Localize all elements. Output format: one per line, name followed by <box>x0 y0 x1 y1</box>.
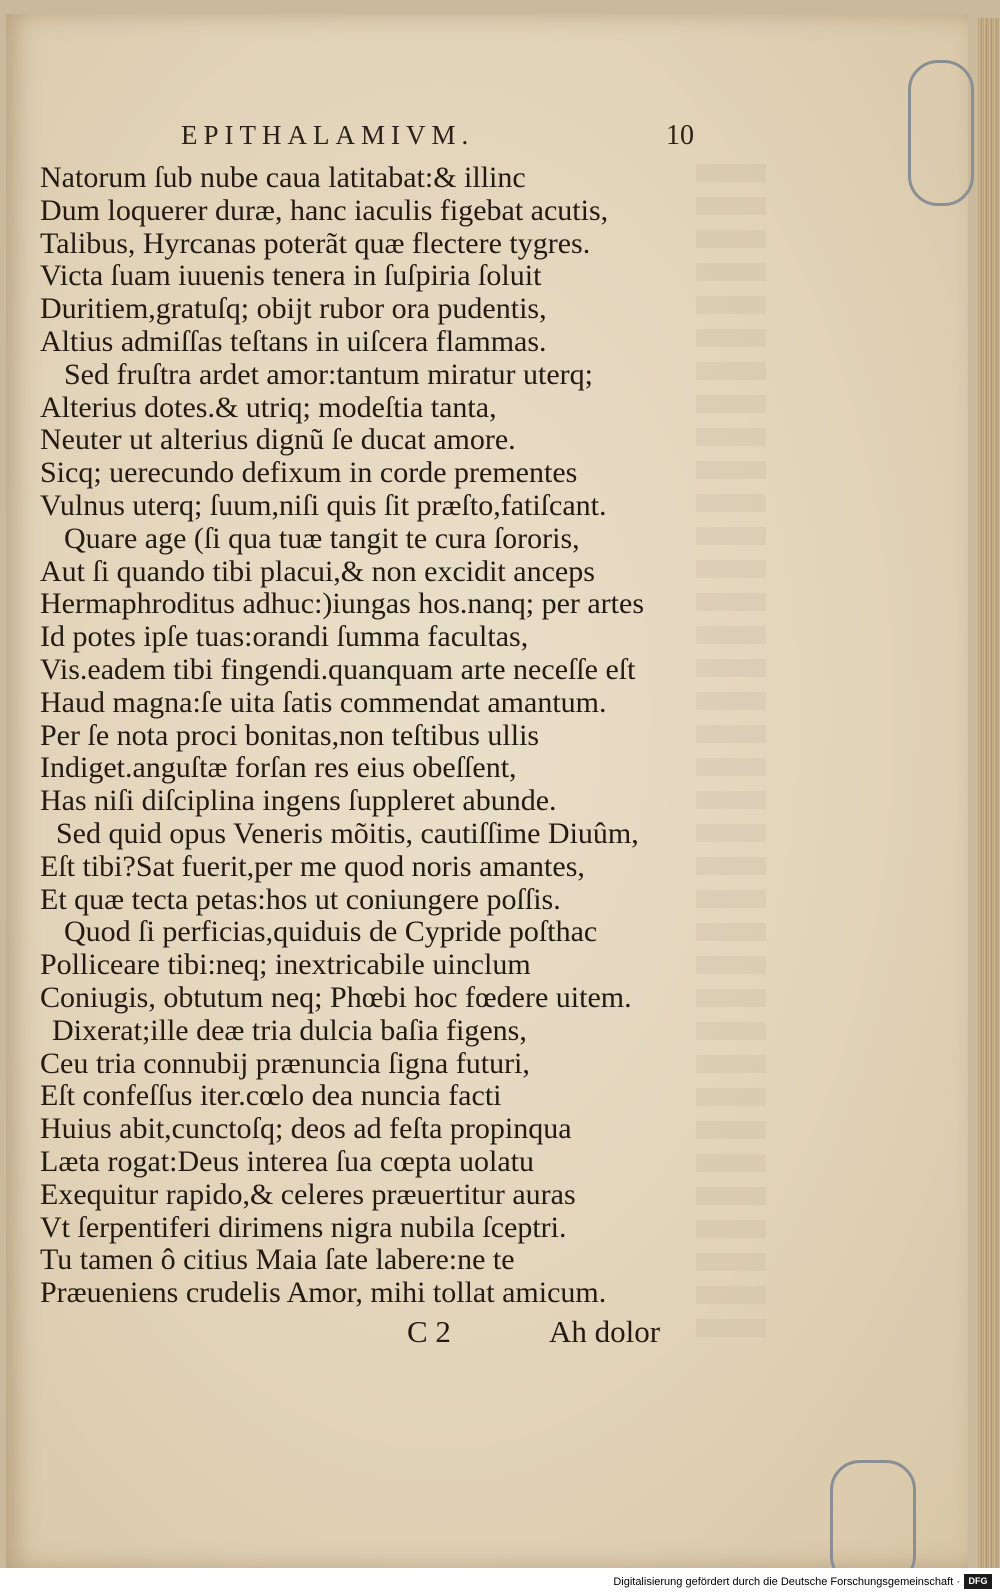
signature-mark: C 2 <box>407 1314 451 1349</box>
text-line: Sicq; uerecundo defixum in corde prementes <box>40 456 578 490</box>
text-line: Alterius dotes.& utriq; modeſtia tanta, <box>40 390 497 424</box>
text-line: Id potes ipſe tuas:orandi ſumma facultas, <box>40 620 529 654</box>
text-line: Et quæ tecta petas:hos ut coniungere poſſis. <box>40 882 561 916</box>
text-line: Ceu tria connubij prænuncia ſigna futuri, <box>40 1046 530 1080</box>
text-line: Polliceare tibi:neq; inextricabile uinclum <box>40 948 531 982</box>
text-line: Aut ſi quando tibi placui,& non excidit anceps <box>40 554 595 588</box>
text-line: Quare age (ſi qua tuæ tangit te cura ſororis, <box>64 521 580 555</box>
text-line: Haud magna:ſe uita ſatis commendat amantum. <box>40 685 607 719</box>
text-line: Vt ſerpentiferi dirimens nigra nubila ſceptri. <box>40 1210 567 1244</box>
page-edges <box>978 18 1000 1568</box>
text-line: Vulnus uterq; ſuum,niſi quis ſit præſto,fatiſcant. <box>40 488 607 522</box>
page-header <box>181 120 701 160</box>
text-line: Præueniens crudelis Amor, mihi tollat amicum. <box>40 1276 607 1310</box>
text-line: Dixerat;ille deæ tria dulcia baſia figens, <box>52 1013 527 1047</box>
text-line: Sed quid opus Veneris mõitis, cautiſſime Diuûm, <box>56 816 639 850</box>
page-footer <box>401 1314 701 1354</box>
page-number: 10 <box>666 120 694 151</box>
text-line: Vis.eadem tibi fingendi.quanquam arte neceſſe eſt <box>40 652 636 686</box>
running-title: EPITHALAMIVM. <box>181 120 475 150</box>
dfg-logo: DFG <box>964 1574 992 1589</box>
show-through-text <box>696 164 766 1344</box>
credit-bar <box>0 1568 1000 1596</box>
text-line: Neuter ut alterius dignũ ſe ducat amore. <box>40 423 516 457</box>
poem-text <box>40 162 700 1310</box>
catchword: Ah dolor <box>549 1314 661 1349</box>
text-line: Huius abit,cunctoſq; deos ad feſta propinqua <box>40 1112 572 1146</box>
text-line: Eſt confeſſus iter.cœlo dea nuncia facti <box>40 1079 502 1113</box>
text-line: Eſt tibi?Sat fuerit,per me quod noris amantes, <box>40 849 585 883</box>
text-line: Sed fruſtra ardet amor:tantum miratur uterq; <box>64 357 593 391</box>
text-line: Læta rogat:Deus interea ſua cœpta uolatu <box>40 1144 534 1178</box>
paper-clip-bottom <box>830 1460 916 1568</box>
text-line: Altius admiſſas teſtans in uiſcera flammas. <box>40 324 547 358</box>
text-line: Duritiem,gratuſq; obijt rubor ora pudentis, <box>40 292 547 326</box>
text-line: Quod ſi perficias,quiduis de Cypride poſthac <box>64 915 598 949</box>
text-line: Talibus, Hyrcanas poterãt quæ flectere tygres. <box>40 226 591 260</box>
text-line: Natorum ſub nube caua latitabat:& illinc <box>40 161 526 194</box>
text-line: Coniugis, obtutum neq; Phœbi hoc fœdere uitem. <box>40 980 632 1014</box>
text-line: Indiget.anguſtæ forſan res eius obeſſent, <box>40 751 517 785</box>
text-line: Victa ſuam iuuenis tenera in ſuſpiria ſoluit <box>40 259 542 293</box>
text-line: Hermaphroditus adhuc:)iungas hos.nanq; per artes <box>40 587 644 621</box>
text-line: Per ſe nota proci bonitas,non teſtibus ullis <box>40 718 540 752</box>
book-page <box>6 14 968 1568</box>
text-line: Has niſi diſciplina ingens ſuppleret abunde. <box>40 784 557 818</box>
funding-credit: Digitalisierung gefördert durch die Deutsche Forschungsgemeinschaft · <box>613 1576 960 1588</box>
text-line: Exequitur rapido,& celeres præuertitur auras <box>40 1177 576 1211</box>
text-line: Tu tamen ô citius Maia ſate labere:ne te <box>40 1243 515 1277</box>
text-line: Dum loquerer duræ, hanc iaculis figebat acutis, <box>40 193 609 227</box>
paper-clip-top <box>908 60 974 206</box>
